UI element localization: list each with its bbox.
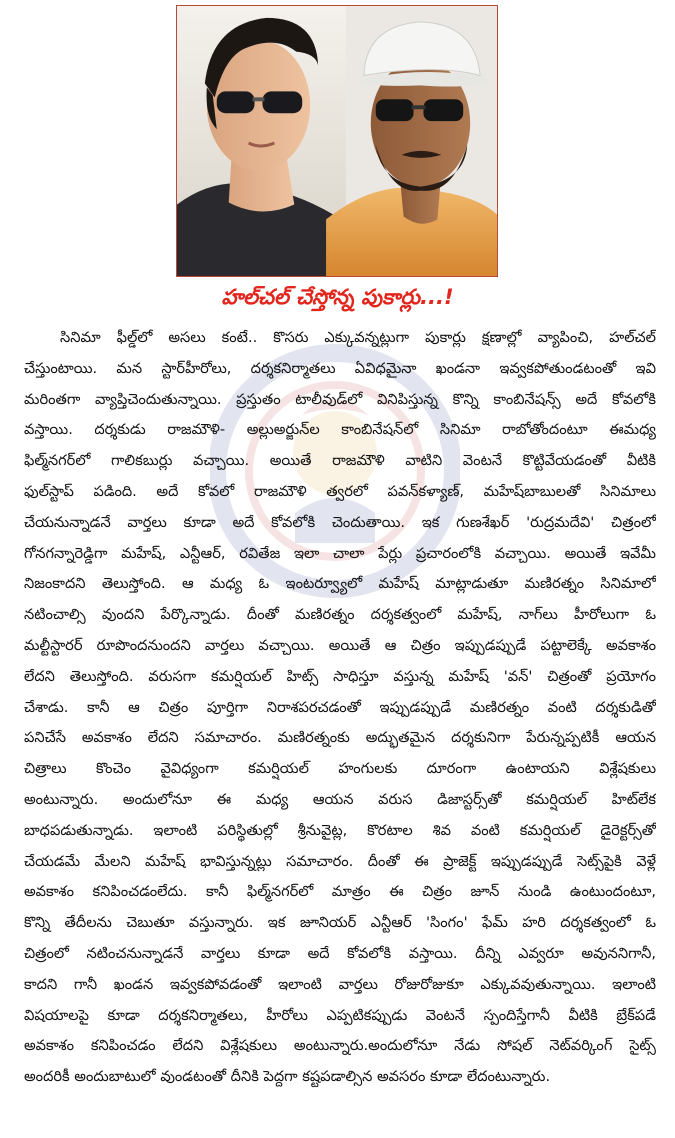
article-line: అవకాశం కనిపించడంలేదు. కానీ ఫిల్మ్‌నగర్‌లో మాత్రం ఈ చిత్రం జూన్ నుండి ఉంటుందంటూ,: [24, 883, 656, 901]
article-lines: [24, 323, 656, 1093]
article-line: విషయాలపై కూడా దర్శకనిర్మాతలు, హీరోలు ఎప్పటికప్పుడు వెంటనే స్పందిస్తేగానీ వీటికి బ్రేక్‌పడే: [24, 1006, 656, 1024]
photo-illustration: [177, 6, 497, 276]
article-line: లేదని తెలుస్తోంది. వరుసగా కమర్షియల్ హిట్స్ సాధిస్తూ వస్తున్న మహేష్ 'వన్' చిత్రంతో ప్రయోగం: [24, 667, 656, 685]
article-line: నిజంకాదని తెలుస్తోంది. ఆ మధ్య ఓ ఇంటర్వ్యూలో మహేష్ మాట్లాడుతూ మణిరత్నం సినిమాలో: [24, 575, 656, 593]
article-line: కొన్ని తేదీలను చెబుతూ వస్తున్నారు. ఇక జూనియర్ ఎన్టీఆర్ 'సింగం' ఫేమ్ హరి దర్శకత్వంలో ఓ: [24, 914, 656, 932]
article-line: పనిచేసే అవకాశం లేదని సమాచారం. మణిరత్నంకు అద్భుతమైన దర్శకునిగా పేరున్నప్పటికీ ఆయన: [24, 729, 656, 747]
article-line: చేయనున్నాడనే వార్తలు కూడా అదే కోవలోకి చెందుతాయి. ఇక గుణశేఖర్ 'రుద్రమదేవి' చిత్రంలో: [24, 513, 656, 531]
article-body: [24, 323, 656, 1129]
article-line: అందరికీ అందుబాటులో వుండటంతో దీనికి పెద్దగా కష్టపడాల్సిన అవసరం కూడా లేదంటున్నారు.: [24, 1068, 551, 1086]
article-line: సినిమా ఫీల్డ్‌లో అసలు కంటే.. కొసరు ఎక్కువన్నట్లుగా పుకార్లు క్షణాల్లో వ్యాపించి, హల్‌చల్: [60, 329, 656, 346]
article-line: నటించాల్సి వుందని పేర్కొన్నాడు. దీంతో మణిరత్నం దర్శకత్వంలో మహేష్, నాగ్‌లు హీరోలుగా ఓ: [24, 606, 656, 624]
article-line: చేయడమే మేలని మహేష్ భావిస్తున్నట్లు సమాచారం. దీంతో ఈ ప్రాజెక్ట్ ఇప్పుడప్పుడే సెట్స్‌పైకి వెళ్లే: [24, 852, 656, 870]
article-line: మరింతగా వ్యాప్తిచెందుతున్నాయి. ప్రస్తుతం టాలీవుడ్‌లో వినిపిస్తున్న కొన్ని కాంబినేషన్స్ అదే కోవలోకి: [24, 390, 656, 408]
article-line: మల్టీస్టారర్ రూపొందనుందని వార్తలు వచ్చాయి. అయితే ఆ చిత్రం ఇప్పుడప్పుడే పట్టాలెక్కే అవకాశం: [24, 636, 656, 654]
article-line: ఫిల్మ్‌నగర్‌లో గాలికబుర్లు వచ్చాయి. అయితే రాజమౌళి వాటిని వెంటనే కొట్టివేయడంతో వీటికి: [24, 452, 656, 470]
article-line: అంటున్నారు. అందులోనూ ఈ మధ్య ఆయన వరుస డిజాస్టర్స్‌తో కమర్షియల్ హిట్‌లేక: [24, 790, 656, 808]
article-line: గోనగన్నారెడ్డిగా మహేష్, ఎన్టీఆర్, రవితేజ ఇలా చాలా పేర్లు ప్రచారంలోకి వచ్చాయి. అయితే ఇవేమీ: [24, 544, 656, 562]
article-line: కాదని గానీ ఖండన ఇవ్వకపోవడంతో ఇలాంటి వార్తలు రోజురోజుకూ ఎక్కువవుతున్నాయి. ఇలాంటి: [24, 975, 656, 993]
article-line: చేస్తుంటాయి. మన స్టార్‌హీరోలు, దర్శకనిర్మాతలు ఏవిధమైనా ఖండనా ఇవ్వకపోతుండటంతో ఇవి: [24, 359, 656, 377]
article-photo: [176, 5, 498, 277]
article-line: చిత్రాలు కొంచెం వైవిధ్యంగా కమర్షియల్ హంగులకు దూరంగా ఉంటాయని విశ్లేషకులు: [24, 760, 656, 778]
article-line: వస్తాయి. దర్శకుడు రాజమౌళి- అల్లుఅర్జున్‌ల కాంబినేషన్‌లో సినిమా రాబోతోందంటూ ఈమధ్య: [24, 421, 656, 439]
article-headline: హల్‌చల్ చేస్తోన్న పుకార్లు...!: [221, 285, 454, 309]
article-line: చేశాడు. కానీ ఆ చిత్రం పూర్తిగా నిరాశపరచడంతో ఇప్పుడప్పుడే మణిరత్నం వంటి దర్శకుడితో: [24, 698, 656, 716]
article-line: బాధపడుతున్నాడు. ఇలాంటి పరిస్థితుల్లో శ్రీనువైట్ల, కొరటాల శివ వంటి కమర్షియల్ డైరెక్టర్స్‌తో: [24, 821, 656, 839]
article-line: చిత్రంలో నటించనున్నాడనే వార్తలు కూడా అదే కోవలోకి వస్తాయి. దీన్ని ఎవ్వరూ అవుననిగానీ,: [24, 944, 656, 962]
article-line: అవకాశం కనిపించడం లేదని విశ్లేషకులు అంటున్నారు.అందులోనూ నేడు సోషల్ నెట్‌వర్కింగ్ సైట్స్: [24, 1037, 656, 1055]
article-line: ఫుల్‌స్టాప్ పడింది. అదే కోవలో రాజమౌళి త్వరలో పవన్‌కళ్యాణ్, మహేష్‌బాబులతో సినిమాలు: [24, 482, 656, 500]
